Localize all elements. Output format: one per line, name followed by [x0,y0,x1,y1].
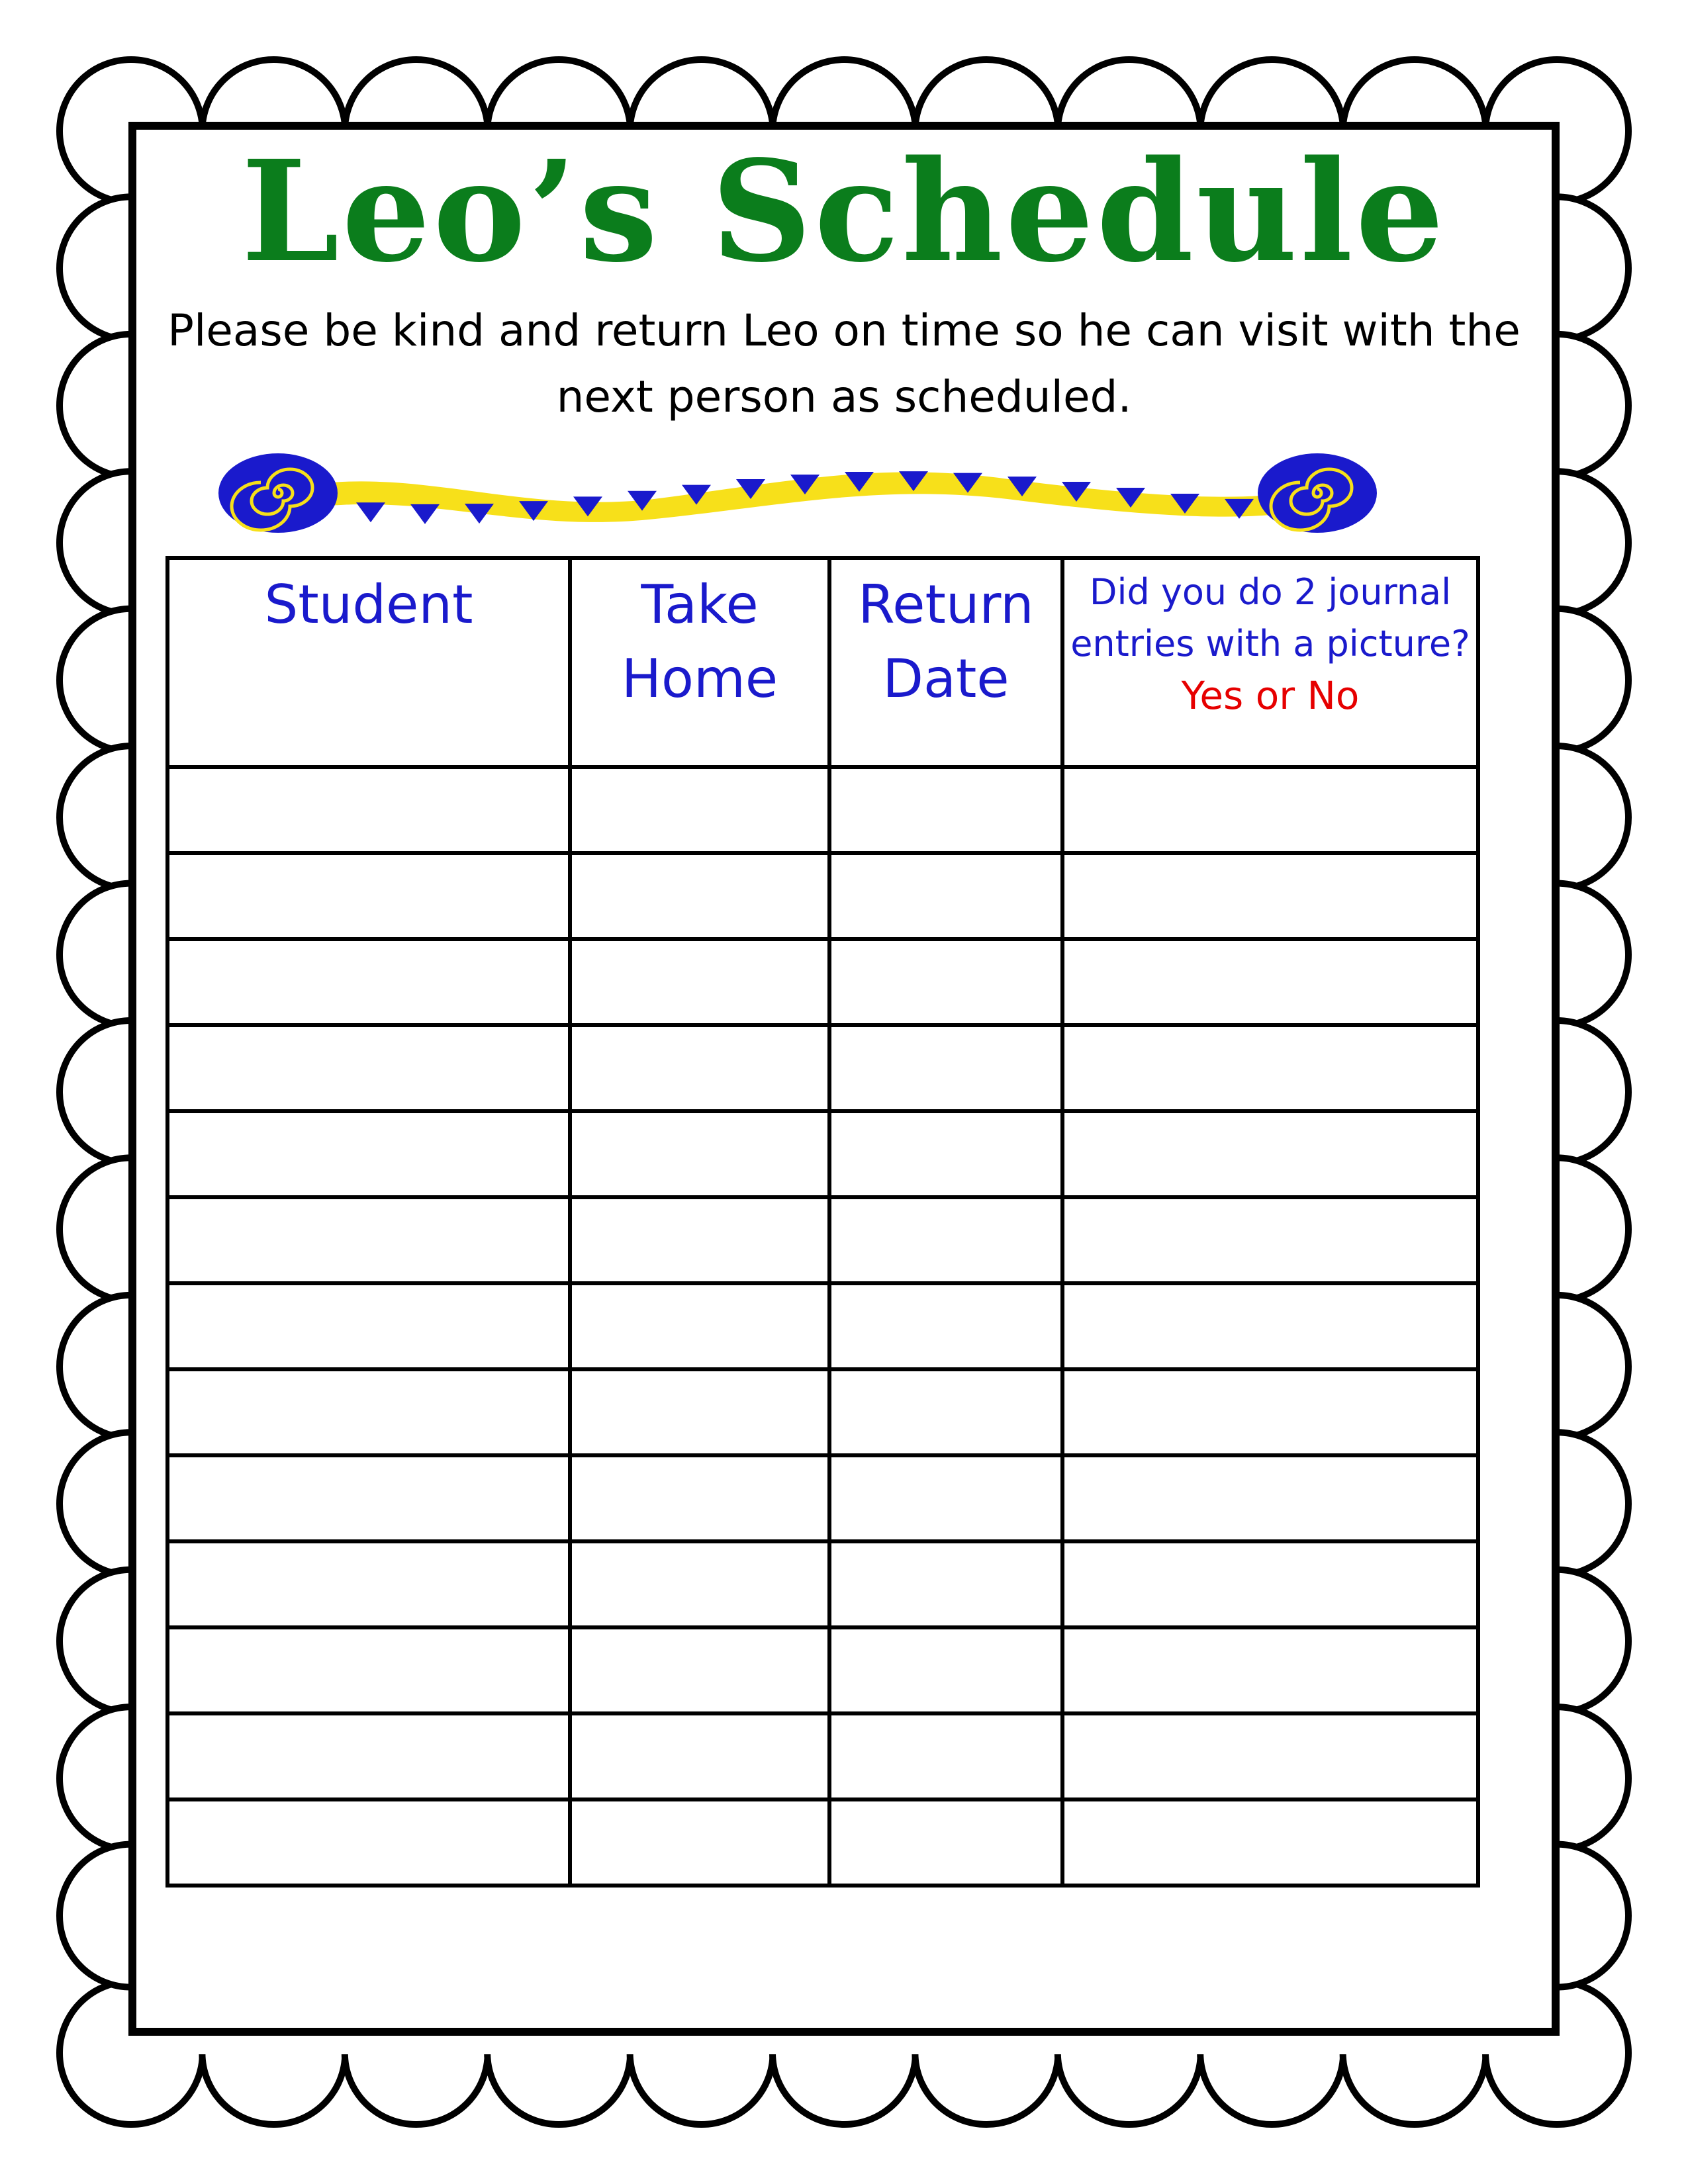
student-cell[interactable] [167,1283,570,1369]
take-home-cell[interactable] [570,1799,829,1886]
return-date-cell[interactable] [829,1025,1062,1111]
take-home-cell[interactable] [570,767,829,853]
take-home-cell[interactable] [570,1627,829,1713]
header-row [167,558,1478,767]
ribbon-triangle [356,502,385,522]
return-date-cell[interactable] [829,767,1062,853]
schedule-table [165,556,1480,1888]
journal-cell[interactable] [1062,939,1478,1025]
table-row [167,1369,1478,1455]
student-cell[interactable] [167,767,570,853]
table-row [167,1455,1478,1541]
student-cell[interactable] [167,1541,570,1627]
page-title: Leo’s Schedule [241,130,1447,293]
student-cell[interactable] [167,1111,570,1197]
student-cell[interactable] [167,853,570,939]
table-row [167,939,1478,1025]
student-cell[interactable] [167,1455,570,1541]
student-cell[interactable] [167,1025,570,1111]
journal-cell[interactable] [1062,1197,1478,1283]
student-column-header: Student [167,558,570,767]
table-row [167,1627,1478,1713]
return-date-cell[interactable] [829,1541,1062,1627]
student-cell[interactable] [167,1197,570,1283]
student-cell[interactable] [167,939,570,1025]
table-body [167,767,1478,1886]
student-cell[interactable] [167,1713,570,1799]
student-cell[interactable] [167,1627,570,1713]
take-home-cell[interactable] [570,1025,829,1111]
return-date-cell[interactable] [829,939,1062,1025]
table-row [167,1025,1478,1111]
student-cell[interactable] [167,1799,570,1886]
table-row [167,767,1478,853]
spiral-icon [218,453,338,533]
return-date-cell[interactable] [829,1283,1062,1369]
journal-cell[interactable] [1062,1799,1478,1886]
take-home-cell[interactable] [570,1197,829,1283]
journal-cell[interactable] [1062,1111,1478,1197]
journal-cell[interactable] [1062,1369,1478,1455]
take-home-cell[interactable] [570,1455,829,1541]
take-home-cell[interactable] [570,1111,829,1197]
journal-question: Did you do 2 journal entries with a picture? [1070,571,1470,664]
return-date-cell[interactable] [829,853,1062,939]
table-row [167,1197,1478,1283]
take-home-cell[interactable] [570,1369,829,1455]
journal-cell[interactable] [1062,853,1478,939]
spiral-icon [1258,453,1377,533]
table-row [167,1283,1478,1369]
journal-cell[interactable] [1062,1627,1478,1713]
take-home-cell[interactable] [570,939,829,1025]
journal-column-header [1062,558,1478,767]
yes-no-label: Yes or No [1181,673,1360,718]
journal-cell[interactable] [1062,1455,1478,1541]
return-date-cell[interactable] [829,1627,1062,1713]
take-home-column-header: Take Home [570,558,829,767]
journal-cell[interactable] [1062,1713,1478,1799]
table-row [167,1111,1478,1197]
journal-cell[interactable] [1062,1541,1478,1627]
journal-cell[interactable] [1062,1283,1478,1369]
return-date-cell[interactable] [829,1197,1062,1283]
return-date-cell[interactable] [829,1713,1062,1799]
return-date-cell[interactable] [829,1369,1062,1455]
return-date-cell[interactable] [829,1799,1062,1886]
take-home-cell[interactable] [570,1713,829,1799]
return-date-cell[interactable] [829,1455,1062,1541]
journal-cell[interactable] [1062,767,1478,853]
take-home-cell[interactable] [570,1283,829,1369]
student-cell[interactable] [167,1369,570,1455]
decorative-ribbon [218,447,1377,539]
ribbon-triangle [410,504,440,524]
take-home-cell[interactable] [570,1541,829,1627]
take-home-cell[interactable] [570,853,829,939]
return-date-column-header: Return Date [829,558,1062,767]
table-row [167,1713,1478,1799]
table-row [167,853,1478,939]
table-row [167,1541,1478,1627]
instructions-text: Please be kind and return Leo on time so he can visit with the next person as scheduled. [167,305,1521,422]
table-row [167,1799,1478,1886]
journal-cell[interactable] [1062,1025,1478,1111]
return-date-cell[interactable] [829,1111,1062,1197]
